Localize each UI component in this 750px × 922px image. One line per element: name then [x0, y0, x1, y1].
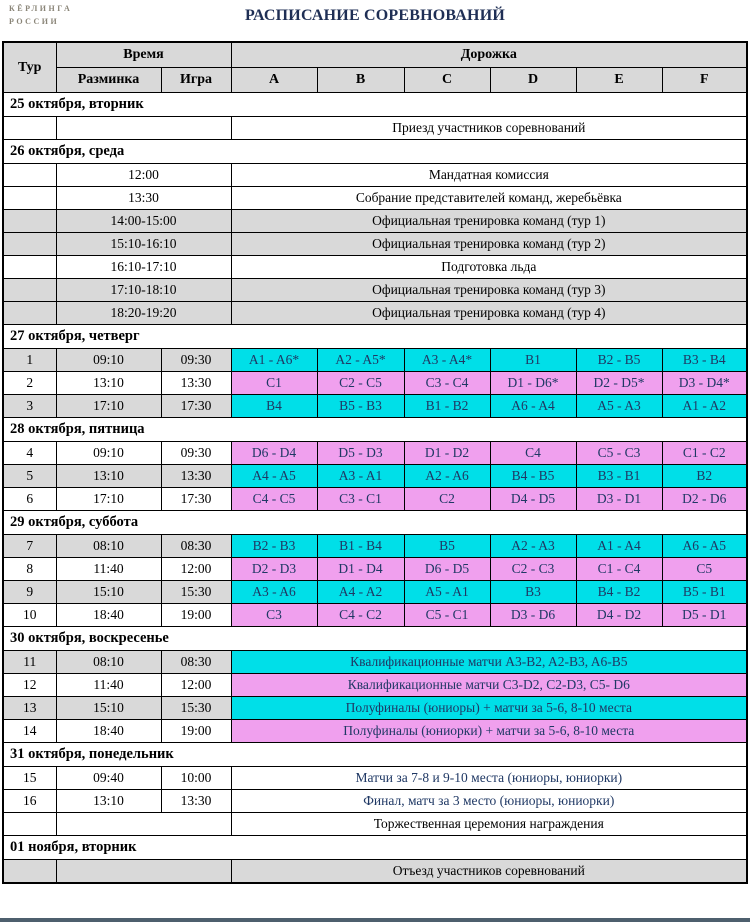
logo-line-2: РОССИИ: [9, 16, 60, 26]
tur-cell: 2: [3, 372, 56, 395]
match-cell: A2 - A5*: [317, 349, 404, 372]
activity-row: [3, 117, 747, 140]
match-cell: C1: [231, 372, 317, 395]
match-cell: B3 - B4: [662, 349, 747, 372]
warmup-time-cell: 11:40: [56, 558, 161, 581]
activity-cell: Подготовка льда: [231, 256, 747, 279]
tur-cell: 16: [3, 790, 56, 813]
activity-cell: Торжественная церемония награждения: [231, 813, 747, 836]
col-header-lane-a: A: [231, 68, 317, 93]
span-activity-cell: Финал, матч за 3 место (юниоры, юниорки): [231, 790, 747, 813]
match-cell: D3 - D4*: [662, 372, 747, 395]
date-label: 31 октября, понедельник: [3, 743, 747, 767]
time-cell: [56, 813, 231, 836]
match-cell: B4: [231, 395, 317, 418]
activity-cell: Официальная тренировка команд (тур 2): [231, 233, 747, 256]
match-cell: B5 - B1: [662, 581, 747, 604]
tur-cell: 5: [3, 465, 56, 488]
game-time-cell: 19:00: [161, 720, 231, 743]
games-row: [3, 372, 747, 395]
game-time-cell: 12:00: [161, 674, 231, 697]
games-row: [3, 558, 747, 581]
activity-cell: Приезд участников соревнований: [231, 117, 747, 140]
match-cell: D1 - D4: [317, 558, 404, 581]
warmup-time-cell: 15:10: [56, 581, 161, 604]
games-row: [3, 395, 747, 418]
tur-cell: [3, 210, 56, 233]
time-cell: 14:00-15:00: [56, 210, 231, 233]
match-cell: D2 - D3: [231, 558, 317, 581]
col-header-lane-c: C: [404, 68, 490, 93]
tur-cell: 10: [3, 604, 56, 627]
time-cell: 13:30: [56, 187, 231, 210]
activity-cell: Мандатная комиссия: [231, 164, 747, 187]
col-header-lane-b: B: [317, 68, 404, 93]
match-cell: A1 - A2: [662, 395, 747, 418]
activity-row: [3, 302, 747, 325]
warmup-time-cell: 08:10: [56, 651, 161, 674]
games-row: [3, 465, 747, 488]
col-header-lane-f: F: [662, 68, 747, 93]
games-span-row: [3, 790, 747, 813]
warmup-time-cell: 17:10: [56, 395, 161, 418]
tur-cell: [3, 164, 56, 187]
match-cell: B2 - B3: [231, 535, 317, 558]
match-cell: C5 - C3: [576, 442, 662, 465]
games-span-row: [3, 651, 747, 674]
tur-cell: [3, 860, 56, 884]
time-cell: 16:10-17:10: [56, 256, 231, 279]
activity-cell: Официальная тренировка команд (тур 1): [231, 210, 747, 233]
logo-line-1: КЁРЛИНГА: [9, 4, 73, 13]
match-cell: D2 - D5*: [576, 372, 662, 395]
match-cell: D1 - D6*: [490, 372, 576, 395]
tur-cell: 8: [3, 558, 56, 581]
games-row: [3, 488, 747, 511]
game-time-cell: 17:30: [161, 488, 231, 511]
tur-cell: 13: [3, 697, 56, 720]
match-cell: B5: [404, 535, 490, 558]
tur-cell: 15: [3, 767, 56, 790]
tur-cell: 3: [3, 395, 56, 418]
tur-cell: [3, 813, 56, 836]
activity-row: [3, 164, 747, 187]
curling-federation-logo: [9, 3, 72, 29]
games-span-row: [3, 697, 747, 720]
games-row: [3, 349, 747, 372]
match-cell: D3 - D6: [490, 604, 576, 627]
date-row: [3, 93, 747, 117]
match-cell: B1 - B2: [404, 395, 490, 418]
activity-cell: Официальная тренировка команд (тур 3): [231, 279, 747, 302]
page-bottom-edge: [0, 918, 750, 922]
tur-cell: 14: [3, 720, 56, 743]
time-cell: 17:10-18:10: [56, 279, 231, 302]
match-cell: C5 - C1: [404, 604, 490, 627]
time-cell: 18:20-19:20: [56, 302, 231, 325]
games-row: [3, 604, 747, 627]
warmup-time-cell: 11:40: [56, 674, 161, 697]
match-cell: B3 - B1: [576, 465, 662, 488]
col-header-lane-e: E: [576, 68, 662, 93]
activity-row: [3, 279, 747, 302]
match-cell: C4: [490, 442, 576, 465]
date-label: 28 октября, пятница: [3, 418, 747, 442]
match-cell: D6 - D5: [404, 558, 490, 581]
tur-cell: [3, 187, 56, 210]
warmup-time-cell: 09:10: [56, 442, 161, 465]
match-cell: B1 - B4: [317, 535, 404, 558]
game-time-cell: 13:30: [161, 465, 231, 488]
match-cell: D5 - D1: [662, 604, 747, 627]
activity-row: [3, 860, 747, 884]
tur-cell: 7: [3, 535, 56, 558]
game-time-cell: 13:30: [161, 372, 231, 395]
match-cell: C1 - C4: [576, 558, 662, 581]
col-header-lane-d: D: [490, 68, 576, 93]
warmup-time-cell: 15:10: [56, 697, 161, 720]
game-time-cell: 17:30: [161, 395, 231, 418]
games-row: [3, 442, 747, 465]
table-body: [3, 93, 747, 884]
date-row: [3, 836, 747, 860]
date-label: 26 октября, среда: [3, 140, 747, 164]
warmup-time-cell: 13:10: [56, 372, 161, 395]
warmup-time-cell: 08:10: [56, 535, 161, 558]
match-cell: A3 - A4*: [404, 349, 490, 372]
match-cell: B4 - B2: [576, 581, 662, 604]
warmup-time-cell: 17:10: [56, 488, 161, 511]
game-time-cell: 19:00: [161, 604, 231, 627]
span-activity-cell: Полуфиналы (юниорки) + матчи за 5-6, 8-10 места: [231, 720, 747, 743]
warmup-time-cell: 09:10: [56, 349, 161, 372]
match-cell: A3 - A1: [317, 465, 404, 488]
match-cell: D1 - D2: [404, 442, 490, 465]
match-cell: C2 - C5: [317, 372, 404, 395]
tur-cell: 12: [3, 674, 56, 697]
match-cell: B5 - B3: [317, 395, 404, 418]
warmup-time-cell: 13:10: [56, 465, 161, 488]
match-cell: C4 - C2: [317, 604, 404, 627]
activity-cell: Официальная тренировка команд (тур 4): [231, 302, 747, 325]
match-cell: A2 - A3: [490, 535, 576, 558]
span-activity-cell: Квалификационные матчи C3-D2, C2-D3, C5- D6: [231, 674, 747, 697]
tur-cell: [3, 117, 56, 140]
activity-row: [3, 233, 747, 256]
span-activity-cell: Матчи за 7-8 и 9-10 места (юниоры, юниорки): [231, 767, 747, 790]
activity-row: [3, 256, 747, 279]
match-cell: A6 - A4: [490, 395, 576, 418]
col-header-game: Игра: [161, 68, 231, 93]
date-label: 27 октября, четверг: [3, 325, 747, 349]
page-title: РАСПИСАНИЕ СОРЕВНОВАНИЙ: [245, 7, 505, 24]
match-cell: D4 - D5: [490, 488, 576, 511]
tur-cell: [3, 256, 56, 279]
col-header-warmup: Разминка: [56, 68, 161, 93]
game-time-cell: 09:30: [161, 442, 231, 465]
tur-cell: 1: [3, 349, 56, 372]
game-time-cell: 08:30: [161, 651, 231, 674]
date-row: [3, 418, 747, 442]
match-cell: A3 - A6: [231, 581, 317, 604]
game-time-cell: 09:30: [161, 349, 231, 372]
game-time-cell: 13:30: [161, 790, 231, 813]
game-time-cell: 08:30: [161, 535, 231, 558]
match-cell: A5 - A1: [404, 581, 490, 604]
tur-cell: 9: [3, 581, 56, 604]
match-cell: B4 - B5: [490, 465, 576, 488]
match-cell: D2 - D6: [662, 488, 747, 511]
page-header: [0, 0, 750, 41]
date-label: 01 ноября, вторник: [3, 836, 747, 860]
match-cell: C3 - C4: [404, 372, 490, 395]
tur-cell: 11: [3, 651, 56, 674]
match-cell: B3: [490, 581, 576, 604]
games-span-row: [3, 767, 747, 790]
date-row: [3, 743, 747, 767]
match-cell: C1 - C2: [662, 442, 747, 465]
match-cell: D5 - D3: [317, 442, 404, 465]
match-cell: A5 - A3: [576, 395, 662, 418]
match-cell: D6 - D4: [231, 442, 317, 465]
date-row: [3, 511, 747, 535]
time-cell: 15:10-16:10: [56, 233, 231, 256]
match-cell: B1: [490, 349, 576, 372]
time-cell: 12:00: [56, 164, 231, 187]
match-cell: B2: [662, 465, 747, 488]
tur-cell: [3, 233, 56, 256]
match-cell: A1 - A4: [576, 535, 662, 558]
match-cell: C5: [662, 558, 747, 581]
table-header: [3, 42, 747, 93]
match-cell: C3: [231, 604, 317, 627]
match-cell: C3 - C1: [317, 488, 404, 511]
date-label: 29 октября, суббота: [3, 511, 747, 535]
game-time-cell: 12:00: [161, 558, 231, 581]
activity-cell: Отъезд участников соревнований: [231, 860, 747, 884]
span-activity-cell: Квалификационные матчи A3-B2, A2-B3, A6-B5: [231, 651, 747, 674]
games-row: [3, 535, 747, 558]
header-row-1: [3, 42, 747, 68]
header-row-2: [3, 68, 747, 93]
col-header-time: Время: [56, 42, 231, 68]
time-cell: [56, 860, 231, 884]
date-row: [3, 325, 747, 349]
warmup-time-cell: 13:10: [56, 790, 161, 813]
tur-cell: [3, 279, 56, 302]
match-cell: B2 - B5: [576, 349, 662, 372]
time-cell: [56, 117, 231, 140]
game-time-cell: 15:30: [161, 581, 231, 604]
match-cell: A1 - A6*: [231, 349, 317, 372]
activity-row: [3, 210, 747, 233]
warmup-time-cell: 18:40: [56, 604, 161, 627]
activity-row: [3, 187, 747, 210]
match-cell: D3 - D1: [576, 488, 662, 511]
activity-row: [3, 813, 747, 836]
games-span-row: [3, 674, 747, 697]
schedule-table: [2, 41, 748, 884]
game-time-cell: 10:00: [161, 767, 231, 790]
col-header-tur: Тур: [3, 42, 56, 93]
match-cell: C4 - C5: [231, 488, 317, 511]
match-cell: A6 - A5: [662, 535, 747, 558]
date-label: 25 октября, вторник: [3, 93, 747, 117]
games-span-row: [3, 720, 747, 743]
date-row: [3, 140, 747, 164]
match-cell: C2 - C3: [490, 558, 576, 581]
match-cell: C2: [404, 488, 490, 511]
match-cell: D4 - D2: [576, 604, 662, 627]
col-header-lane: Дорожка: [231, 42, 747, 68]
match-cell: A4 - A5: [231, 465, 317, 488]
match-cell: A2 - A6: [404, 465, 490, 488]
games-row: [3, 581, 747, 604]
tur-cell: [3, 302, 56, 325]
game-time-cell: 15:30: [161, 697, 231, 720]
warmup-time-cell: 09:40: [56, 767, 161, 790]
activity-cell: Собрание представителей команд, жеребьёвка: [231, 187, 747, 210]
warmup-time-cell: 18:40: [56, 720, 161, 743]
tur-cell: 4: [3, 442, 56, 465]
match-cell: A4 - A2: [317, 581, 404, 604]
date-label: 30 октября, воскресенье: [3, 627, 747, 651]
date-row: [3, 627, 747, 651]
span-activity-cell: Полуфиналы (юниоры) + матчи за 5-6, 8-10 места: [231, 697, 747, 720]
tur-cell: 6: [3, 488, 56, 511]
